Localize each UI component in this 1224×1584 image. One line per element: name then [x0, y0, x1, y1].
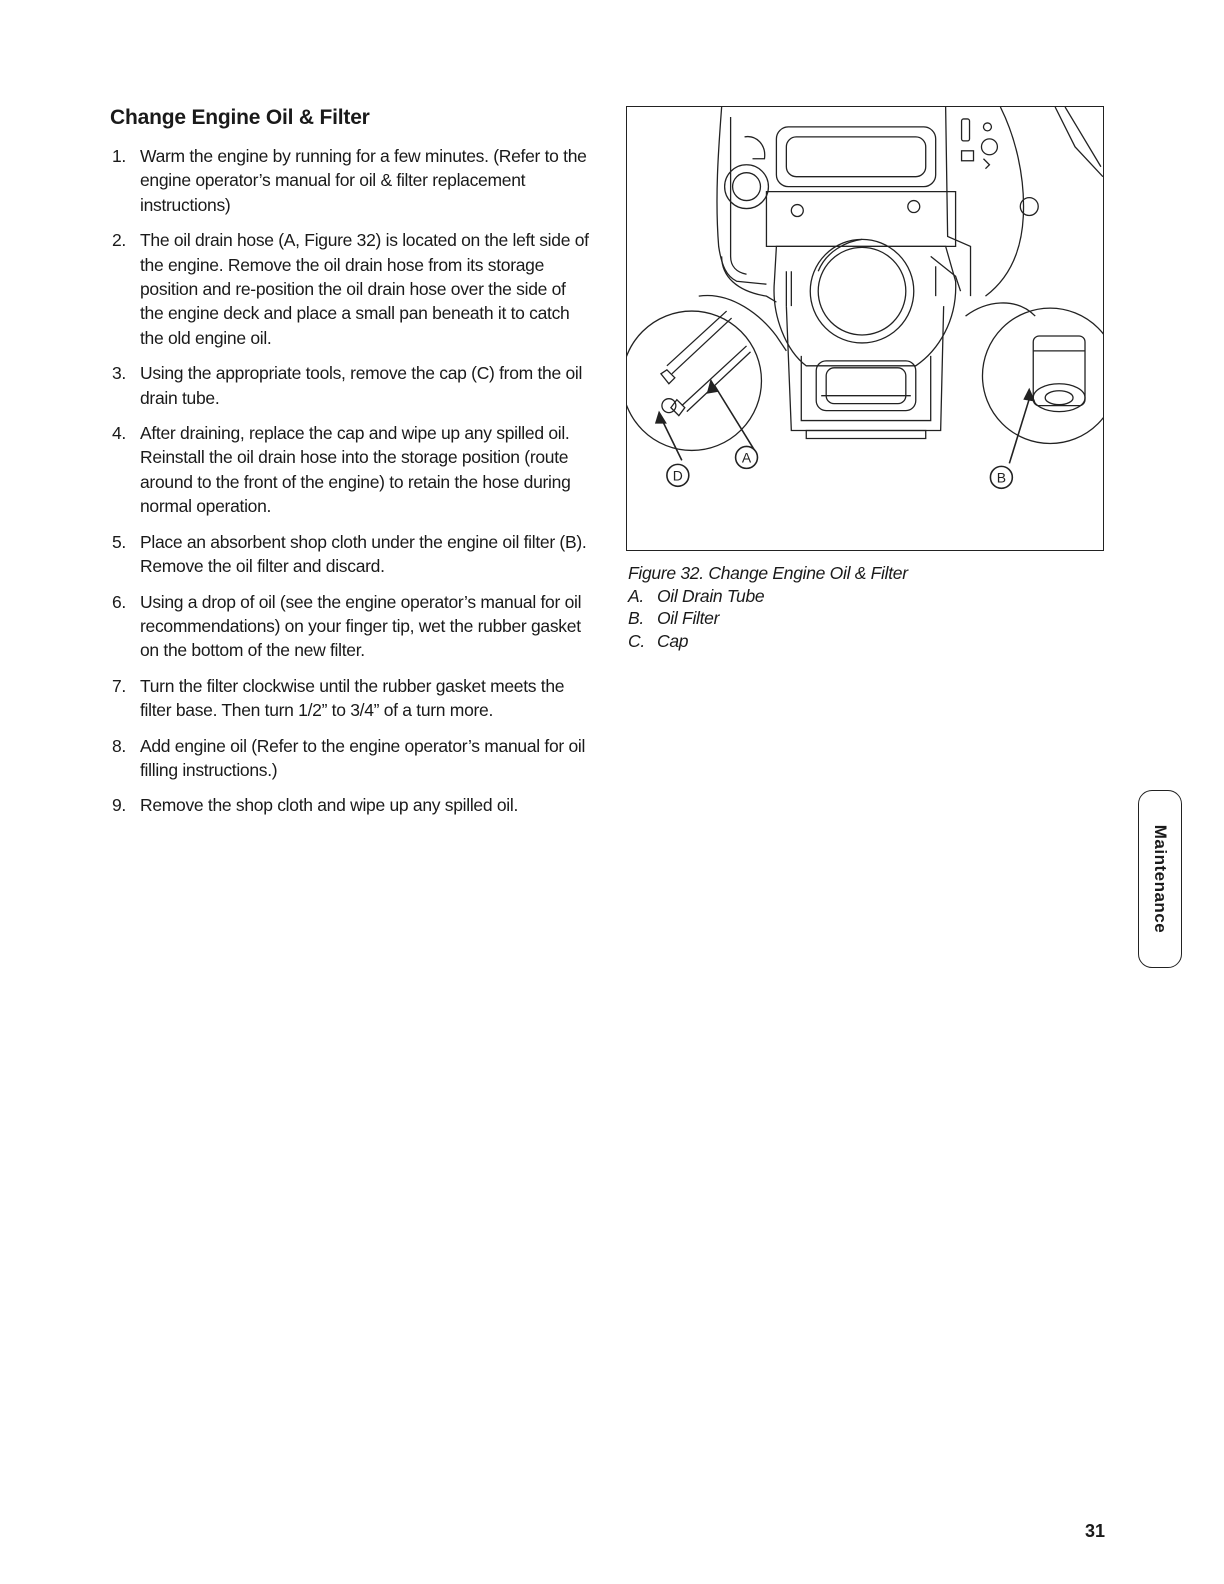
- step-text: Remove the shop cloth and wipe up any spilled oil.: [140, 795, 519, 816]
- callout-d: D: [672, 467, 683, 484]
- step-number: 4.: [112, 423, 126, 444]
- step-number: 5.: [112, 531, 126, 552]
- step-text: Add engine oil (Refer to the engine operator’s manual for oil filling instructions.): [140, 735, 586, 780]
- figure-caption: [628, 562, 908, 652]
- callout-a: A: [741, 449, 752, 466]
- legend-label: Oil Drain Tube: [657, 585, 765, 606]
- step-item: [112, 793, 590, 817]
- section-tab-label: Maintenance: [1151, 824, 1170, 934]
- step-item: [112, 361, 590, 410]
- step-number: 9.: [112, 795, 126, 816]
- step-text: Warm the engine by running for a few minutes. (Refer to the engine operator’s manual for oil & filter replacement instructions): [140, 146, 587, 215]
- legend-item: [628, 630, 908, 653]
- step-item: [112, 590, 590, 663]
- step-number: 7.: [112, 675, 126, 696]
- legend-item: [628, 607, 908, 630]
- step-text: Turn the filter clockwise until the rubber gasket meets the filter base. Then turn 1/2” to 3/4” of a turn more.: [140, 675, 565, 721]
- step-text: Using the appropriate tools, remove the cap (C) from the oil drain tube.: [140, 363, 583, 408]
- caption-title: Figure 32. Change Engine Oil & Filter: [628, 563, 908, 583]
- step-number: 3.: [112, 363, 126, 384]
- legend-letter: B.: [628, 608, 644, 628]
- legend-item: [628, 585, 908, 608]
- step-text: Using a drop of oil (see the engine operator’s manual for oil recommendations) on your finger tip, wet the rubber gasket on the bottom of the new filter.: [140, 591, 582, 661]
- instruction-list: [112, 144, 590, 829]
- step-item: [112, 421, 590, 519]
- step-text: Place an absorbent shop cloth under the engine oil filter (B). Remove the oil filter and discard.: [140, 531, 587, 577]
- step-item: [112, 530, 590, 579]
- step-number: 6.: [112, 591, 126, 612]
- step-number: 1.: [112, 146, 126, 166]
- step-text: After draining, replace the cap and wipe up any spilled oil. Reinstall the oil drain hose into the storage position (route around to the front of the engine) to retain the hose during normal operation.: [140, 423, 571, 517]
- step-text: The oil drain hose (A, Figure 32) is located on the left side of the engine. Remove the oil drain hose from its storage position and re-position the oil drain hose over the side of the engine deck and place a small pan beneath it to catch the old engine oil.: [140, 230, 589, 348]
- step-number: 2.: [112, 230, 126, 251]
- step-item: [112, 734, 590, 783]
- step-item: [112, 674, 590, 723]
- step-number: 8.: [112, 735, 126, 756]
- engine-oil-figure: [626, 106, 1104, 551]
- step-item: [112, 144, 590, 217]
- callout-b: B: [996, 469, 1007, 486]
- legend-label: Cap: [657, 630, 689, 651]
- legend-letter: C.: [628, 630, 645, 651]
- legend-letter: A.: [628, 585, 644, 606]
- engine-illustration: [627, 107, 1103, 550]
- page-number: 31: [1085, 1521, 1106, 1541]
- legend-label: Oil Filter: [657, 608, 720, 628]
- section-tab-maintenance: [1138, 790, 1182, 968]
- section-heading: Change Engine Oil & Filter: [110, 106, 370, 129]
- step-item: [112, 228, 590, 350]
